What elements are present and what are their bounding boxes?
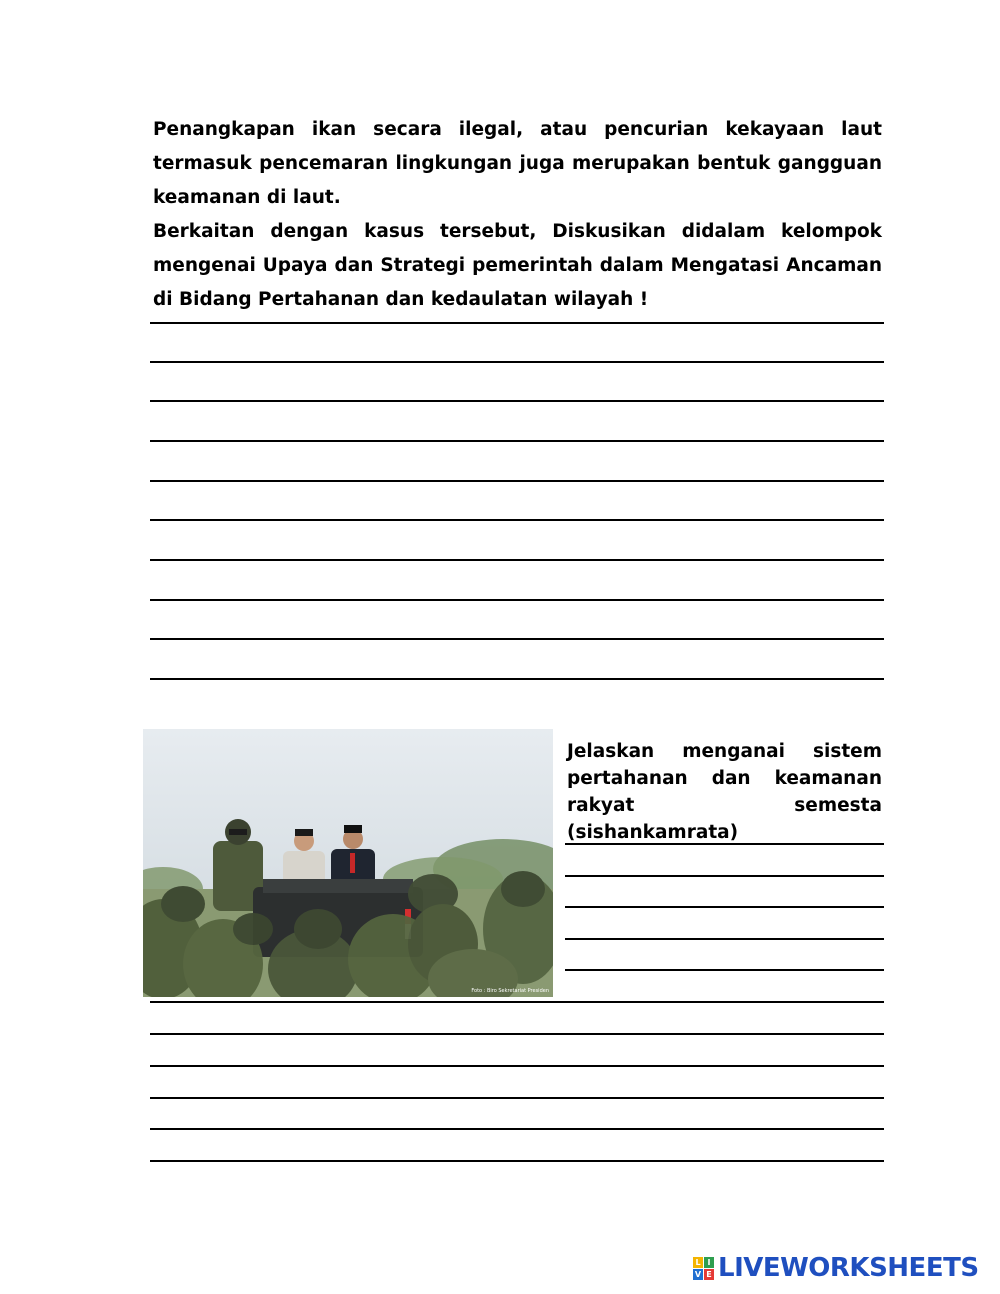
answer-line[interactable] — [150, 678, 884, 680]
answer-line[interactable] — [150, 599, 884, 601]
photo-credit: Foto : Biro Sekretariat Presiden — [471, 988, 549, 994]
answer-line[interactable] — [150, 519, 884, 521]
question1-paragraph-2: Berkaitan dengan kasus tersebut, Diskusikan didalam kelompok mengenai Upaya dan Strategi pemerintah dalam Mengatasi Ancaman di Bidang Pertahanan dan kedaulatan wilayah ! — [153, 221, 882, 310]
badge-letter: E — [704, 1269, 714, 1280]
answer-line[interactable] — [150, 1001, 884, 1003]
answer-line[interactable] — [150, 1097, 884, 1099]
answer-line[interactable] — [565, 843, 884, 845]
answer-line[interactable] — [150, 1065, 884, 1067]
answer-line[interactable] — [565, 938, 884, 940]
question1-paragraph-1: Penangkapan ikan secara ilegal, atau pencurian kekayaan laut termasuk pencemaran lingkungan juga merupakan bentuk gangguan keamanan di laut. — [153, 119, 882, 208]
question2-text: Jelaskan menganai sistem pertahanan dan keamanan rakyat semesta (sishankamrata) — [567, 741, 882, 843]
answer-line[interactable] — [150, 1160, 884, 1162]
answer-line[interactable] — [150, 638, 884, 640]
answer-line[interactable] — [150, 480, 884, 482]
liveworksheets-name: LIVEWORKSHEETS — [718, 1253, 979, 1283]
answer-line[interactable] — [150, 559, 884, 561]
answer-line[interactable] — [150, 361, 884, 363]
liveworksheets-logo — [693, 1252, 979, 1284]
answer-line[interactable] — [150, 440, 884, 442]
answer-line[interactable] — [150, 1033, 884, 1035]
answer-line[interactable] — [150, 400, 884, 402]
answer-line[interactable] — [565, 906, 884, 908]
answer-line[interactable] — [150, 1128, 884, 1130]
badge-letter: L — [693, 1257, 703, 1268]
badge-letter: V — [694, 1269, 702, 1279]
military-parade-photo — [143, 729, 553, 997]
liveworksheets-badge-icon — [693, 1257, 714, 1280]
badge-letter: I — [704, 1257, 714, 1268]
answer-line[interactable] — [150, 322, 884, 324]
answer-line[interactable] — [565, 875, 884, 877]
answer-line[interactable] — [565, 969, 884, 971]
